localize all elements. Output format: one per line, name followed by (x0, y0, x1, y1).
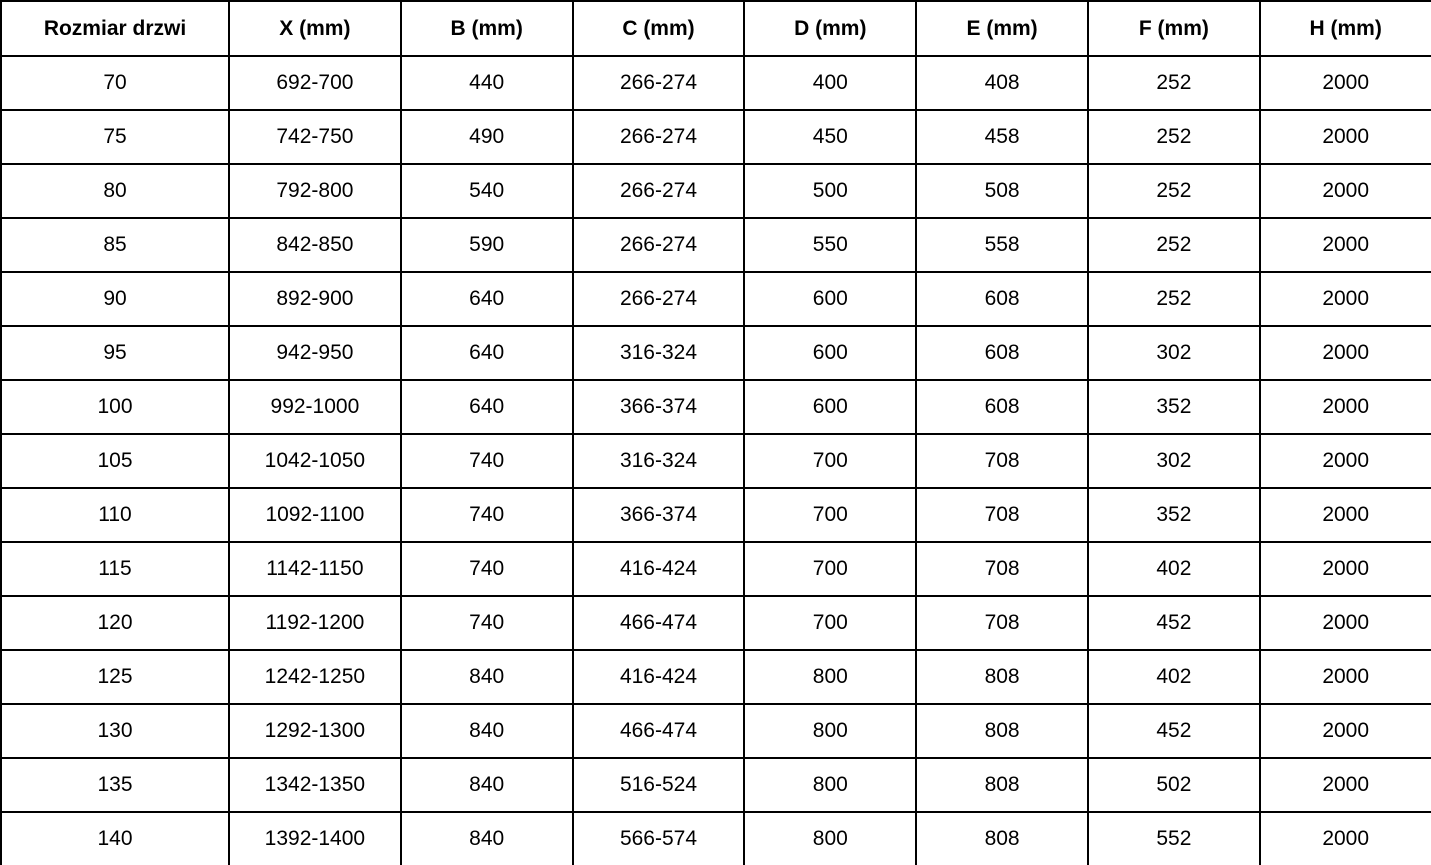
table-cell: 516-524 (573, 758, 745, 812)
table-cell: 600 (744, 326, 916, 380)
table-cell: 2000 (1260, 596, 1431, 650)
table-cell: 1342-1350 (229, 758, 401, 812)
table-cell: 70 (1, 56, 229, 110)
column-header-h-mm: H (mm) (1260, 1, 1431, 56)
table-cell: 842-850 (229, 218, 401, 272)
table-cell: 708 (916, 434, 1088, 488)
column-header-f-mm: F (mm) (1088, 1, 1260, 56)
table-row (1, 326, 1431, 380)
table-cell: 2000 (1260, 650, 1431, 704)
table-cell: 540 (401, 164, 573, 218)
table-cell: 640 (401, 380, 573, 434)
table-cell: 466-474 (573, 704, 745, 758)
table-cell: 80 (1, 164, 229, 218)
table-cell: 2000 (1260, 326, 1431, 380)
table-cell: 452 (1088, 704, 1260, 758)
table-cell: 416-424 (573, 542, 745, 596)
table-cell: 840 (401, 650, 573, 704)
table-cell: 942-950 (229, 326, 401, 380)
table-cell: 266-274 (573, 164, 745, 218)
table-row (1, 650, 1431, 704)
table-cell: 266-274 (573, 218, 745, 272)
table-cell: 700 (744, 542, 916, 596)
table-cell: 85 (1, 218, 229, 272)
table-row (1, 596, 1431, 650)
table-row (1, 380, 1431, 434)
table-cell: 608 (916, 380, 1088, 434)
column-header-x-mm: X (mm) (229, 1, 401, 56)
table-cell: 400 (744, 56, 916, 110)
table-cell: 452 (1088, 596, 1260, 650)
table-cell: 740 (401, 488, 573, 542)
table-cell: 252 (1088, 272, 1260, 326)
table-cell: 1142-1150 (229, 542, 401, 596)
table-cell: 366-374 (573, 380, 745, 434)
table-cell: 366-374 (573, 488, 745, 542)
table-cell: 2000 (1260, 164, 1431, 218)
table-cell: 302 (1088, 434, 1260, 488)
table-cell: 130 (1, 704, 229, 758)
table-cell: 352 (1088, 380, 1260, 434)
table-cell: 550 (744, 218, 916, 272)
table-cell: 125 (1, 650, 229, 704)
table-cell: 800 (744, 758, 916, 812)
table-cell: 500 (744, 164, 916, 218)
table-cell: 2000 (1260, 542, 1431, 596)
table-cell: 1292-1300 (229, 704, 401, 758)
table-cell: 566-574 (573, 812, 745, 865)
table-cell: 558 (916, 218, 1088, 272)
table-header (1, 1, 1431, 56)
table-row (1, 164, 1431, 218)
column-header-d-mm: D (mm) (744, 1, 916, 56)
table-cell: 402 (1088, 542, 1260, 596)
table-cell: 742-750 (229, 110, 401, 164)
table-cell: 800 (744, 650, 916, 704)
table-cell: 110 (1, 488, 229, 542)
table-cell: 708 (916, 488, 1088, 542)
table-cell: 316-324 (573, 434, 745, 488)
column-header-rozmiar-drzwi: Rozmiar drzwi (1, 1, 229, 56)
table-cell: 840 (401, 812, 573, 865)
table-row (1, 272, 1431, 326)
column-header-c-mm: C (mm) (573, 1, 745, 56)
table-cell: 502 (1088, 758, 1260, 812)
table-cell: 1392-1400 (229, 812, 401, 865)
table-cell: 740 (401, 434, 573, 488)
table-cell: 608 (916, 326, 1088, 380)
table-row (1, 488, 1431, 542)
table-cell: 552 (1088, 812, 1260, 865)
table-row (1, 56, 1431, 110)
table-cell: 105 (1, 434, 229, 488)
table-cell: 2000 (1260, 758, 1431, 812)
table-cell: 402 (1088, 650, 1260, 704)
table-cell: 408 (916, 56, 1088, 110)
table-cell: 252 (1088, 164, 1260, 218)
table-cell: 740 (401, 596, 573, 650)
table-cell: 75 (1, 110, 229, 164)
table-cell: 2000 (1260, 704, 1431, 758)
table-cell: 458 (916, 110, 1088, 164)
table-cell: 1192-1200 (229, 596, 401, 650)
table-cell: 450 (744, 110, 916, 164)
table-cell: 992-1000 (229, 380, 401, 434)
table-cell: 800 (744, 812, 916, 865)
table-cell: 140 (1, 812, 229, 865)
table-row (1, 110, 1431, 164)
table-cell: 740 (401, 542, 573, 596)
table-cell: 252 (1088, 110, 1260, 164)
table-cell: 590 (401, 218, 573, 272)
table-cell: 840 (401, 758, 573, 812)
table-cell: 700 (744, 488, 916, 542)
table-header-row (1, 1, 1431, 56)
table-body (1, 56, 1431, 865)
table-cell: 100 (1, 380, 229, 434)
table-cell: 252 (1088, 56, 1260, 110)
table-cell: 640 (401, 326, 573, 380)
table-cell: 90 (1, 272, 229, 326)
table-cell: 1242-1250 (229, 650, 401, 704)
table-cell: 792-800 (229, 164, 401, 218)
table-cell: 120 (1, 596, 229, 650)
table-cell: 252 (1088, 218, 1260, 272)
table-cell: 2000 (1260, 56, 1431, 110)
table-row (1, 704, 1431, 758)
table-cell: 440 (401, 56, 573, 110)
table-cell: 416-424 (573, 650, 745, 704)
table-cell: 892-900 (229, 272, 401, 326)
table-cell: 2000 (1260, 110, 1431, 164)
table-cell: 2000 (1260, 812, 1431, 865)
table-cell: 2000 (1260, 434, 1431, 488)
table-cell: 808 (916, 812, 1088, 865)
table-cell: 640 (401, 272, 573, 326)
table-cell: 466-474 (573, 596, 745, 650)
table-cell: 266-274 (573, 110, 745, 164)
table-cell: 808 (916, 758, 1088, 812)
table-cell: 600 (744, 272, 916, 326)
table-cell: 266-274 (573, 272, 745, 326)
table-cell: 266-274 (573, 56, 745, 110)
table-cell: 808 (916, 650, 1088, 704)
table-cell: 316-324 (573, 326, 745, 380)
table-row (1, 812, 1431, 865)
table-cell: 692-700 (229, 56, 401, 110)
table-cell: 608 (916, 272, 1088, 326)
table-row (1, 434, 1431, 488)
table-row (1, 542, 1431, 596)
table-cell: 1042-1050 (229, 434, 401, 488)
table-cell: 708 (916, 542, 1088, 596)
table-cell: 115 (1, 542, 229, 596)
table-row (1, 218, 1431, 272)
table-cell: 700 (744, 434, 916, 488)
table-cell: 95 (1, 326, 229, 380)
table-cell: 2000 (1260, 218, 1431, 272)
table-cell: 2000 (1260, 272, 1431, 326)
table-cell: 135 (1, 758, 229, 812)
table-cell: 352 (1088, 488, 1260, 542)
table-cell: 2000 (1260, 488, 1431, 542)
table-cell: 700 (744, 596, 916, 650)
table-cell: 490 (401, 110, 573, 164)
column-header-b-mm: B (mm) (401, 1, 573, 56)
table-cell: 800 (744, 704, 916, 758)
table-row (1, 758, 1431, 812)
table-cell: 600 (744, 380, 916, 434)
table-cell: 508 (916, 164, 1088, 218)
table-cell: 2000 (1260, 380, 1431, 434)
table-cell: 1092-1100 (229, 488, 401, 542)
table-cell: 808 (916, 704, 1088, 758)
table-cell: 840 (401, 704, 573, 758)
table-cell: 708 (916, 596, 1088, 650)
table-cell: 302 (1088, 326, 1260, 380)
column-header-e-mm: E (mm) (916, 1, 1088, 56)
